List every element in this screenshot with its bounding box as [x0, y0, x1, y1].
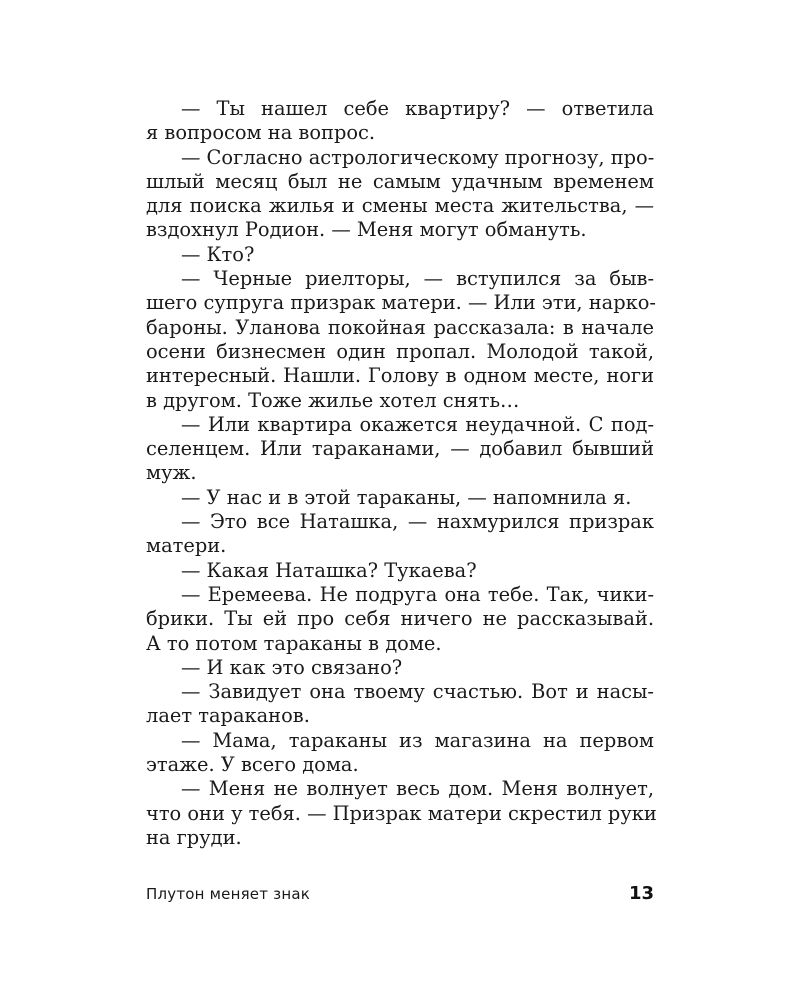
text-line: матери.	[146, 534, 227, 558]
text-line: — У нас и в этой тараканы, — напомнила я.	[181, 485, 632, 509]
text-line: — Это все Наташка, — нахмурился призрак	[181, 510, 654, 534]
text-line: — Черные риелторы, — вступился за быв-	[181, 267, 654, 291]
body-text	[146, 97, 657, 850]
text-line: шего супруга призрак матери. — Или эти, нарко-	[146, 291, 656, 315]
text-line: я вопросом на вопрос.	[146, 121, 376, 145]
text-line: вздохнул Родион. — Меня могут обмануть.	[146, 218, 587, 242]
text-line: в другом. Тоже жилье хотел снять…	[146, 388, 520, 412]
text-line: — И как это связано?	[181, 655, 403, 679]
text-line: осени бизнесмен один пропал. Молодой такой,	[146, 339, 654, 363]
text-line: — Ты нашел себе квартиру? — ответила	[181, 97, 654, 120]
text-line: этаже. У всего дома.	[146, 753, 359, 777]
text-line: шлый месяц был не самым удачным временем	[146, 169, 654, 193]
text-line: — Завидует она твоему счастью. Вот и насы-	[181, 680, 654, 704]
paragraph	[146, 243, 654, 267]
paragraph	[146, 146, 654, 243]
page-number: 13	[628, 883, 654, 904]
text-line: — Еремеева. Не подруга она тебе. Так, чики-	[181, 582, 654, 606]
paragraph	[146, 729, 654, 778]
text-line: — Мама, тараканы из магазина на первом	[181, 728, 654, 752]
paragraph	[146, 510, 654, 559]
paragraph	[146, 97, 654, 146]
text-line: что они у тебя. — Призрак матери скрестил руки	[146, 801, 657, 825]
paragraph	[146, 559, 654, 583]
text-line: на груди.	[146, 825, 242, 849]
text-line: — Меня не волнует весь дом. Меня волнует,	[181, 777, 654, 801]
page-footer	[146, 883, 654, 907]
text-line: для поиска жилья и смены места жительства, —	[146, 194, 654, 218]
paragraph	[146, 680, 654, 729]
text-line: муж.	[146, 461, 197, 485]
text-line: бароны. Уланова покойная рассказала: в начале	[146, 315, 654, 339]
text-line: лает тараканов.	[146, 704, 310, 728]
text-line: — Или квартира окажется неудачной. С под-	[181, 412, 654, 436]
paragraph	[146, 656, 654, 680]
text-line: интересный. Нашли. Голову в одном месте, ноги	[146, 364, 654, 388]
text-line: А то потом тараканы в доме.	[146, 631, 442, 655]
paragraph	[146, 267, 654, 413]
text-line: брики. Ты ей про себя ничего не рассказывай.	[146, 607, 654, 631]
paragraph	[146, 777, 657, 850]
text-line: — Кто?	[181, 242, 255, 266]
running-title: Плутон меняет знак	[146, 885, 310, 903]
text-line: — Какая Наташка? Тукаева?	[181, 558, 477, 582]
paragraph	[146, 486, 654, 510]
paragraph	[146, 413, 654, 486]
text-line: селенцем. Или тараканами, — добавил бывший	[146, 437, 654, 461]
text-line: — Согласно астрологическому прогнозу, про-	[181, 145, 655, 169]
paragraph	[146, 583, 654, 656]
